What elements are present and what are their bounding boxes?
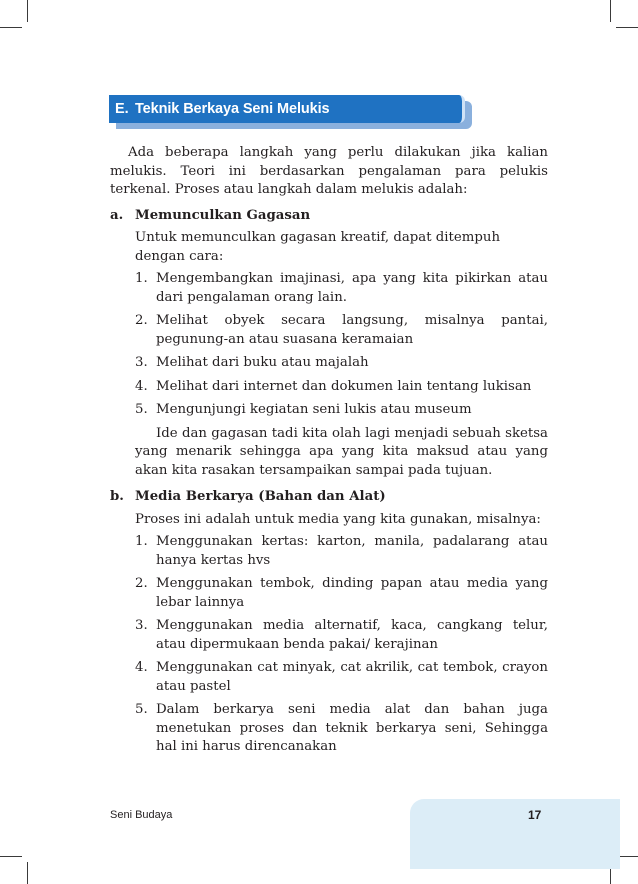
list-text: Menggunakan media alternatif, kaca, cangkang telur, atau dipermukaan benda pakai/ kerajinan [156,618,548,652]
page-number: 17 [528,808,542,822]
list-text: Menggunakan tembok, dinding papan atau media yang lebar lainnya [156,576,548,610]
heading-title: Teknik Berkaya Seni Melukis [135,101,330,117]
list-number: 1. [135,271,148,286]
list-item [135,701,548,757]
section-heading [109,95,465,123]
list-number: 2. [135,313,148,328]
heading-number: E. [115,101,129,117]
list-item [135,401,548,420]
section-letter: b. [110,489,124,504]
list-text: Melihat dari buku atau majalah [156,355,369,370]
list-item [135,575,548,612]
crop-mark [0,856,22,857]
page-content [110,144,548,762]
book-title: Seni Budaya [110,809,173,821]
list-number: 4. [135,378,148,394]
section-b [110,488,548,757]
section-a [110,207,548,481]
list-number: 1. [135,534,148,549]
section-title [110,207,548,226]
crop-mark [616,27,638,28]
list-text: Menggunakan kertas: karton, manila, padalarang atau hanya kertas hvs [156,534,548,568]
list-number: 5. [135,702,148,717]
heading-bar [109,95,465,123]
list-text: Dalam berkarya seni media alat dan bahan juga menetukan proses dan teknik berkarya seni, Sehingga hal ini harus direncanakan [156,702,548,754]
list-number: 5. [135,402,148,417]
list-item [135,617,548,654]
list-text: Mengembangkan imajinasi, apa yang kita pikirkan atau dari pengalaman orang lain. [156,271,548,305]
list-item [135,533,548,570]
numbered-list [135,270,548,420]
list-item [135,312,548,349]
section-body [135,229,548,480]
section-title-text: Memunculkan Gagasan [135,207,311,223]
list-number: 2. [135,576,148,591]
section-title [110,488,548,507]
list-text: Melihat obyek secara langsung, misalnya pantai, pegunung-an atau suasana keramaian [156,313,548,347]
list-number: 4. [135,660,148,675]
section-body [135,511,548,757]
list-number: 3. [135,355,148,370]
crop-mark [0,27,22,28]
section-lead: Proses ini adalah untuk media yang kita gunakan, misalnya: [135,511,541,527]
section-letter: a. [110,207,124,223]
list-item [135,659,548,696]
intro-paragraph: Ada beberapa langkah yang perlu dilakukan jika kalian melukis. Teori ini berdasarkan pengalaman para pelukis terkenal. Proses atau langkah dalam melukis adalah: [110,145,548,197]
section-lead: Untuk memunculkan gagasan kreatif, dapat ditempuh dengan cara: [135,230,501,264]
list-text: Melihat dari internet dan dokumen lain tentang lukisan [156,378,532,394]
footer-tab [410,799,620,869]
list-item [135,270,548,307]
list-text: Mengunjungi kegiatan seni lukis atau museum [156,402,472,417]
list-number: 3. [135,618,148,633]
crop-mark [610,0,611,22]
closing-paragraph: Ide dan gagasan tadi kita olah lagi menjadi sebuah sketsa yang menarik sehingga apa yang kita maksud atau yang akan kita rasakan tersampaikan sampai pada tujuan. [135,425,548,478]
list-item [135,378,548,397]
section-title-text: Media Berkarya (Bahan dan Alat) [135,489,386,504]
list-item [135,354,548,373]
list-text: Menggunakan cat minyak, cat akrilik, cat tembok, crayon atau pastel [156,660,548,694]
crop-mark [27,862,28,884]
numbered-list [135,533,548,757]
crop-mark [27,0,28,22]
